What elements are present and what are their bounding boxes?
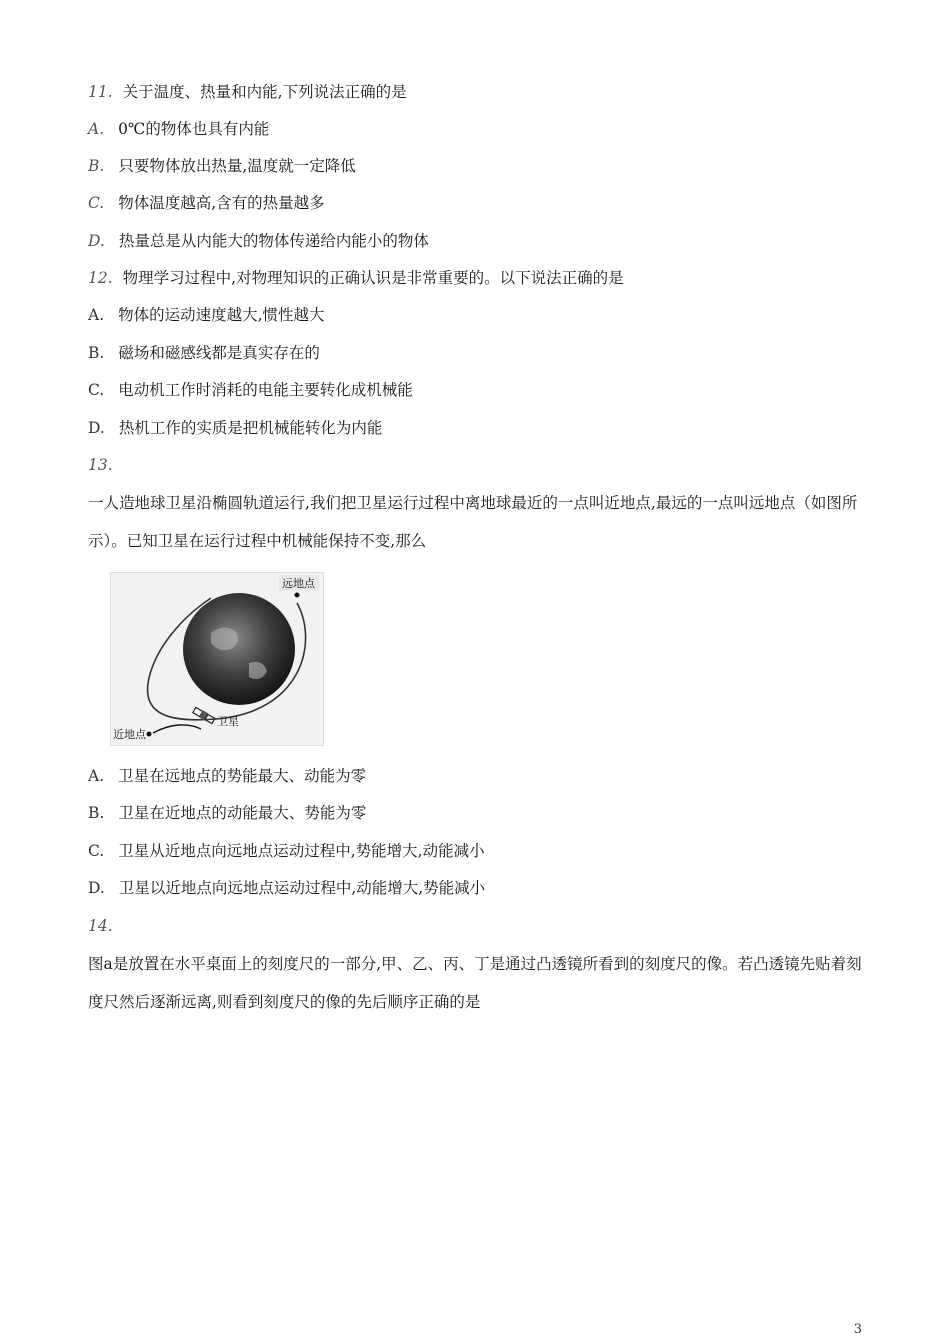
q11-option-a <box>88 119 269 139</box>
satellite-label: 卫星 <box>217 716 239 728</box>
option-label: C. <box>88 842 105 860</box>
q12-option-a <box>88 305 325 325</box>
q12-number: 12. <box>88 269 113 287</box>
satellite-icon <box>192 707 215 725</box>
option-text: 卫星在远地点的势能最大、动能为零 <box>118 767 367 785</box>
q13-number-line <box>88 455 123 475</box>
option-label: B. <box>88 804 105 822</box>
option-text: 物体温度越高,含有的热量越多 <box>118 194 325 212</box>
option-text: 电动机工作时消耗的电能主要转化成机械能 <box>118 381 413 399</box>
earth-globe <box>183 593 295 705</box>
option-text: 0℃的物体也具有内能 <box>118 120 270 138</box>
satellite-orbit-figure <box>110 572 324 746</box>
q13-stem: 一人造地球卫星沿椭圆轨道运行,我们把卫星运行过程中离地球最近的一点叫近地点,最远的一点叫远地点（如图所示）。已知卫星在运行过程中机械能保持不变,那么 <box>88 494 858 550</box>
q12-stem: 物理学习过程中,对物理知识的正确认识是非常重要的。以下说法正确的是 <box>122 269 624 287</box>
option-text: 卫星从近地点向远地点运动过程中,势能增大,动能减小 <box>118 842 485 860</box>
satellite-orbit-diagram <box>111 573 323 745</box>
option-label: A. <box>88 767 105 785</box>
q13-option-a <box>88 766 366 786</box>
q14-stem: 图a是放置在水平桌面上的刻度尺的一部分,甲、乙、丙、丁是通过凸透镜所看到的刻度尺的像。若凸透镜先贴着刻度尺然后逐渐远离,则看到刻度尺的像的先后顺序正确的是 <box>88 955 862 1011</box>
option-text: 热机工作的实质是把机械能转化为内能 <box>118 419 383 437</box>
q13-option-d <box>88 878 485 898</box>
option-text: 只要物体放出热量,温度就一定降低 <box>118 157 356 175</box>
q11-option-d <box>88 231 429 251</box>
q11-stem-line <box>88 82 407 102</box>
q13-option-b <box>88 803 366 823</box>
near-point-label: 近地点 <box>113 729 146 741</box>
option-text: 磁场和磁感线都是真实存在的 <box>118 344 320 362</box>
option-label: D. <box>88 232 105 250</box>
q12-stem-line <box>88 268 624 288</box>
option-text: 卫星以近地点向远地点运动过程中,动能增大,势能减小 <box>118 879 486 897</box>
option-label: C. <box>88 194 105 212</box>
option-label: B. <box>88 344 105 362</box>
q14-number: 14. <box>88 917 113 935</box>
page-number: 3 <box>853 1322 862 1337</box>
option-label: D. <box>88 879 105 897</box>
option-label: D. <box>88 419 105 437</box>
option-label: B. <box>88 157 105 175</box>
motion-arrow <box>153 725 201 733</box>
q14-number-line <box>88 916 123 936</box>
option-text: 热量总是从内能大的物体传递给内能小的物体 <box>118 232 429 250</box>
near-point-dot <box>147 732 152 737</box>
option-text: 卫星在近地点的动能最大、势能为零 <box>118 804 367 822</box>
q12-option-c <box>88 380 413 400</box>
q13-number: 13. <box>88 456 113 474</box>
q11-number: 11. <box>88 83 113 101</box>
far-point-label: 远地点 <box>282 578 315 590</box>
option-label: C. <box>88 381 105 399</box>
far-point-dot <box>295 593 300 598</box>
q11-option-c <box>88 193 325 213</box>
option-label: A. <box>88 306 105 324</box>
q11-stem: 关于温度、热量和内能,下列说法正确的是 <box>122 83 407 101</box>
option-label: A. <box>88 120 105 138</box>
q11-option-b <box>88 156 356 176</box>
q13-option-c <box>88 841 485 861</box>
q12-option-b <box>88 343 320 363</box>
q12-option-d <box>88 418 382 438</box>
option-text: 物体的运动速度越大,惯性越大 <box>118 306 325 324</box>
